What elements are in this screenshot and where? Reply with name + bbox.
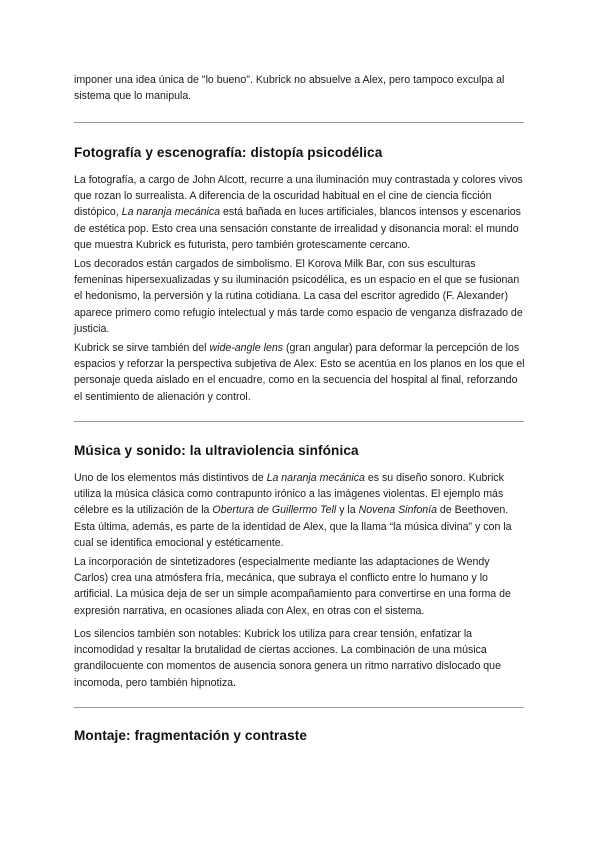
music-paragraph-1 (74, 470, 526, 551)
text-run: (gran angular) para deformar la percepción de los espacios y reforzar la perspectiva subjetiva de Alex. Esto se acentúa en los planos en los que el personaje queda aislado en el encuadre, como en la secuencia del hospital al final, reforzando el sentimiento de alienación y control. (74, 342, 525, 403)
montage-section-heading: Montaje: fragmentación y contraste (74, 728, 308, 743)
film-title: La naranja mecánica (121, 206, 221, 219)
section-divider (74, 707, 524, 708)
music-paragraph-3: Los silencios también son notables: Kubrick los utiliza para crear tensión, enfatizar la incomodidad y resaltar la brutalidad de ciertas acciones. La combinación de una música grandilocuente con momentos de ausencia sonora genera un ritmo narrativo dislocado que incomoda, pero también hipnotiza. (74, 628, 501, 689)
text-run: está bañada en luces artificiales, blancos intensos y escenarios de estética pop. Esto crea una sensación constante de irrealidad y disonancia moral: el mundo que muestra Kubrick es futurista, pero también grotescamente cercano. (74, 206, 521, 251)
text-run: Kubrick se sirve también del (74, 342, 210, 354)
section-divider (74, 122, 524, 123)
photo-paragraph-2-block (74, 256, 526, 337)
intro-paragraph-block (74, 72, 526, 104)
text-run: La fotografía, a cargo de John Alcott, recurre a una iluminación muy contrastada y colores vivos que rozan lo surrealista. A diferencia de la oscuridad habitual en el cine de ciencia ficción distópico, (74, 174, 523, 219)
montage-section-heading-block (74, 728, 526, 743)
music-paragraph-2-block (74, 554, 526, 619)
photo-paragraph-1-block (74, 172, 526, 253)
text-run: es su diseño sonoro. Kubrick utiliza la música clásica como contrapunto irónico a las imágenes violentas. El ejemplo más célebre es la utilización de la (74, 472, 504, 517)
music-section-heading-block (74, 443, 526, 458)
music-paragraph-1-block (74, 470, 526, 551)
photo-paragraph-3-block (74, 340, 526, 405)
photo-paragraph-2: Los decorados están cargados de simbolismo. El Korova Milk Bar, con sus esculturas femeninas hipersexualizadas y su iluminación psicodélica, es un espacio en el que se fusionan el hedonismo, la perversión y la rutina cotidiana. La casa del escritor agredido (F. Alexander) aparece primero como refugio intelectual y más tarde como espacio de venganza disfrazado de justicia. (74, 258, 523, 335)
photo-paragraph-1 (74, 172, 526, 253)
music-paragraph-3-block (74, 626, 526, 691)
work-title: Obertura de Guillermo Tell (212, 504, 337, 517)
text-run: y la (336, 504, 359, 517)
photo-section-heading-block (74, 145, 526, 160)
text-run: de Beethoven. Esta última, además, es parte de la identidad de Alex, que la llama “la música divina” y con la cual se identifica emocional y estéticamente. (74, 504, 512, 549)
technical-term: wide-angle lens (209, 342, 284, 354)
music-section-heading: Música y sonido: la ultraviolencia sinfónica (74, 443, 359, 458)
film-title: La naranja mecánica (266, 472, 365, 484)
text-run: Uno de los elementos más distintivos de (74, 472, 267, 484)
photo-section-heading: Fotografía y escenografía: distopía psicodélica (74, 145, 383, 160)
intro-paragraph: imponer una idea única de "lo bueno". Kubrick no absuelve a Alex, pero tampoco exculpa al sistema que lo manipula. (74, 74, 505, 103)
work-title: Novena Sinfonía (358, 504, 437, 517)
photo-paragraph-3 (74, 340, 526, 405)
music-paragraph-2: La incorporación de sintetizadores (especialmente mediante las adaptaciones de Wendy Carlos) crea una atmósfera fría, mecánica, que subraya el conflicto entre lo humano y lo artificial. La música deja de ser un simple acompañamiento para convertirse en una forma de expresión narrativa, en ocasiones aliada con Alex, en otras con el sistema. (74, 556, 511, 617)
section-divider (74, 421, 524, 422)
